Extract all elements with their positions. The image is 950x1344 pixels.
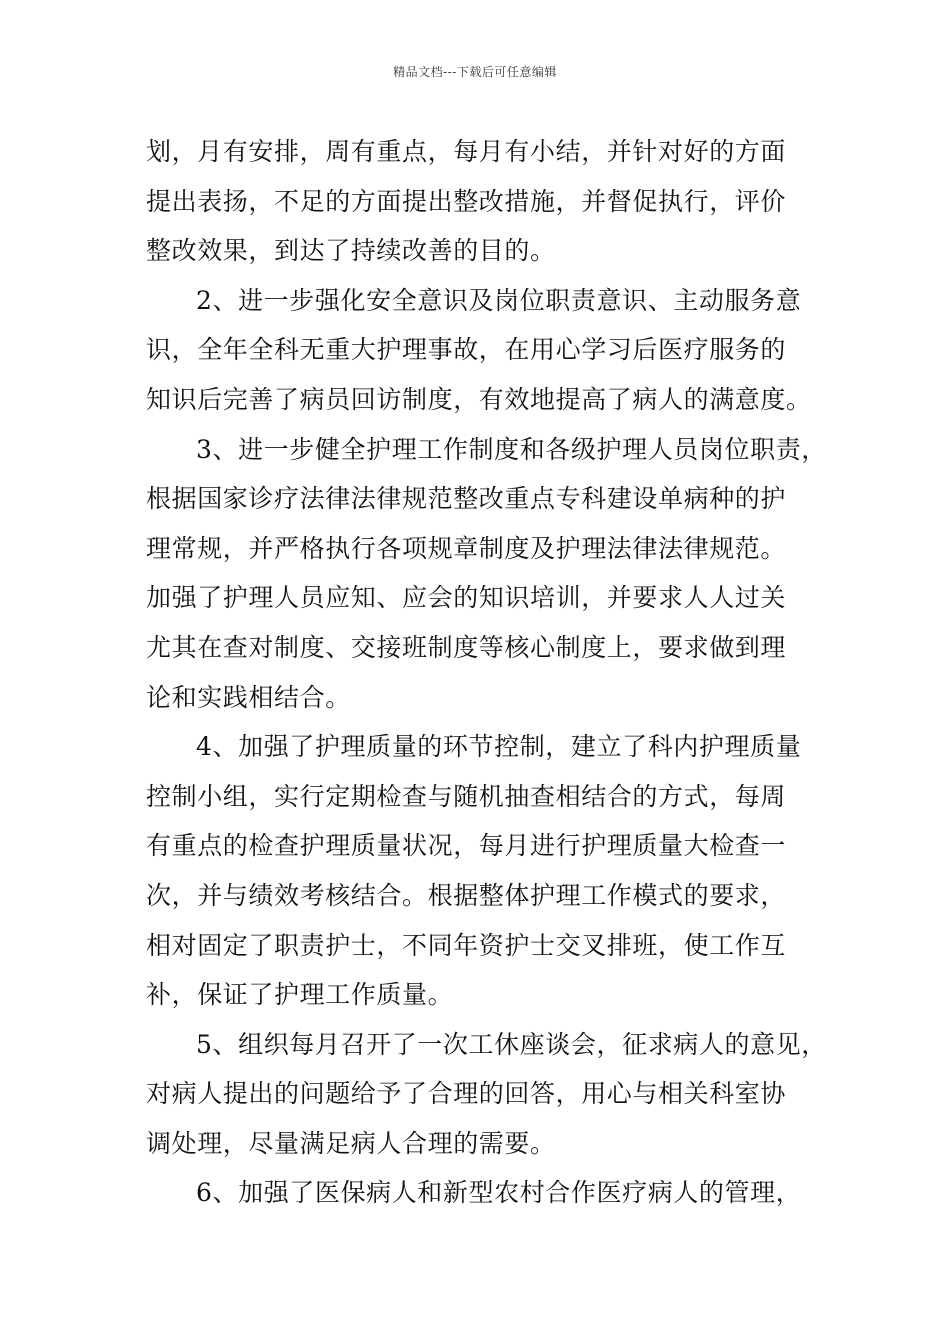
text-line: 6、加强了医保病人和新型农村合作医疗病人的管理，	[196, 1178, 802, 1208]
text-line: 提出表扬，不足的方面提出整改措施，并督促执行，评价	[146, 186, 787, 216]
text-line: 论和实践相结合。	[146, 682, 351, 712]
text-line: 识，全年全科无重大护理事故，在用心学习后医疗服务的	[146, 335, 787, 365]
text-line: 3、进一步健全护理工作制度和各级护理人员岗位职责，	[196, 434, 827, 464]
text-line: 次，并与绩效考核结合。根据整体护理工作模式的要求，	[146, 880, 787, 910]
page-header: 精品文档---下载后可任意编辑	[393, 65, 557, 79]
text-line: 补，保证了护理工作质量。	[146, 980, 454, 1010]
text-line: 2、进一步强化安全意识及岗位职责意识、主动服务意	[196, 285, 802, 315]
text-line: 相对固定了职责护士，不同年资护士交叉排班，使工作互	[146, 930, 787, 960]
text-line: 调处理，尽量满足病人合理的需要。	[146, 1128, 556, 1158]
text-line: 4、加强了护理质量的环节控制，建立了科内护理质量	[196, 732, 802, 762]
text-line: 理常规，并严格执行各项规章制度及护理法律法律规范。	[146, 533, 787, 563]
text-line: 有重点的检查护理质量状况，每月进行护理质量大检查一	[146, 831, 787, 861]
text-line: 整改效果，到达了持续改善的目的。	[146, 236, 556, 266]
body-text	[146, 127, 836, 1218]
text-line: 尤其在查对制度、交接班制度等核心制度上，要求做到理	[146, 632, 787, 662]
text-line: 5、组织每月召开了一次工休座谈会，征求病人的意见，	[196, 1029, 827, 1059]
text-line: 加强了护理人员应知、应会的知识培训，并要求人人过关	[146, 583, 787, 613]
text-line: 根据国家诊疗法律法律规范整改重点专科建设单病种的护	[146, 484, 787, 514]
text-line: 知识后完善了病员回访制度，有效地提高了病人的满意度。	[146, 384, 812, 414]
text-line: 对病人提出的问题给予了合理的回答，用心与相关科室协	[146, 1079, 787, 1109]
text-line: 控制小组，实行定期检查与随机抽查相结合的方式，每周	[146, 781, 787, 811]
text-line: 划，月有安排，周有重点，每月有小结，并针对好的方面	[146, 137, 787, 166]
